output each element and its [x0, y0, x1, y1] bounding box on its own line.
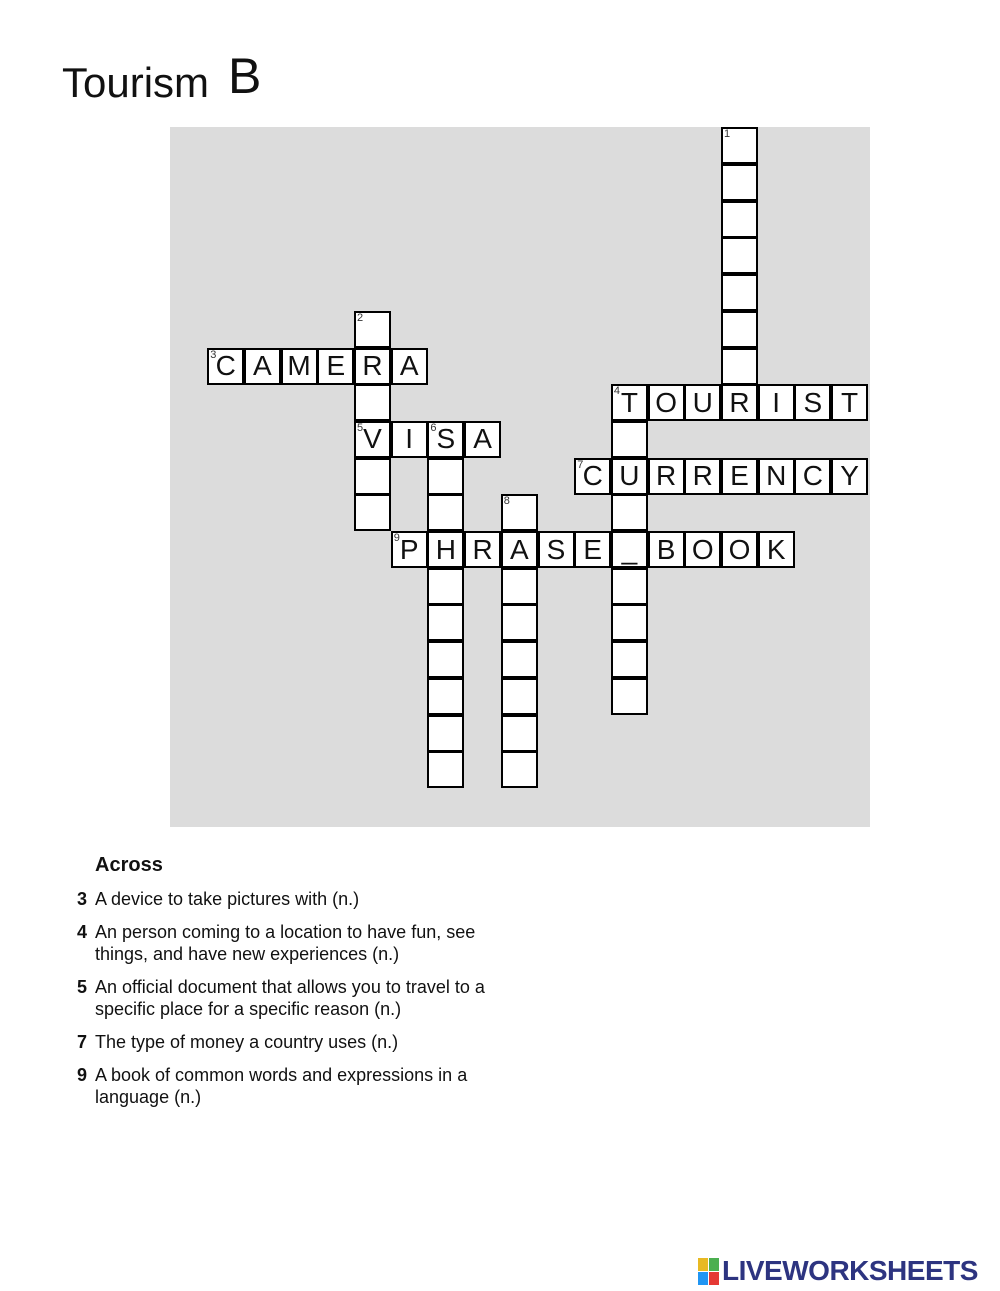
crossword-cell[interactable] [427, 531, 464, 568]
clues-heading: Across [95, 854, 163, 876]
crossword-cell[interactable] [427, 678, 464, 715]
crossword-cell[interactable] [501, 531, 538, 568]
crossword-cell[interactable] [354, 384, 391, 421]
clue-number: 5 [357, 421, 364, 434]
cell-letter: Y [840, 460, 859, 492]
crossword-cell[interactable] [427, 751, 464, 788]
crossword-cell[interactable] [427, 494, 464, 531]
clue-number: 7 [577, 458, 584, 471]
crossword-cell[interactable] [501, 641, 538, 678]
crossword-cell[interactable] [831, 458, 868, 495]
cell-letter: U [619, 460, 640, 492]
cell-letter: C [215, 350, 236, 381]
brand [698, 1255, 978, 1287]
crossword-cell[interactable] [721, 384, 758, 421]
cell-letter: A [253, 350, 272, 381]
cell-letter: P [399, 533, 419, 565]
clue-number: 4 [613, 385, 621, 398]
brand-logo-square [698, 1272, 708, 1285]
brand-logo-square [698, 1258, 708, 1271]
clue-item-text: An official document that allows you to travel to a specific place for a specific reason (n.) [95, 977, 485, 1019]
cell-letter: K [766, 533, 786, 565]
cell-letter: T [841, 386, 859, 418]
crossword-cell[interactable] [684, 458, 721, 495]
crossword-cell[interactable] [427, 568, 464, 605]
clue-item-text: A book of common words and expressions in a language (n.) [95, 1065, 468, 1107]
clue-number: 1 [724, 128, 731, 141]
clue-number: 6 [430, 421, 437, 434]
cell-letter: T [620, 386, 638, 418]
brand-logo-square [709, 1258, 719, 1271]
cell-letter: E [583, 533, 603, 565]
cell-letter: H [435, 533, 456, 565]
cell-letter: A [473, 423, 492, 455]
crossword-cell[interactable] [501, 494, 538, 531]
clue-item-text: An person coming to a location to have fun, see things, and have new experiences (n.) [95, 922, 476, 964]
crossword-cell[interactable] [574, 458, 611, 495]
crossword-cell[interactable] [611, 678, 648, 715]
crossword-cell[interactable] [501, 715, 538, 752]
cell-letter: E [326, 350, 346, 381]
crossword-cell[interactable] [721, 164, 758, 201]
clue-item [70, 921, 510, 965]
crossword-cell[interactable] [501, 604, 538, 641]
crossword-cell[interactable] [758, 531, 795, 568]
crossword-cell[interactable] [501, 678, 538, 715]
brand-logo-icon [698, 1258, 719, 1285]
cell-letter: M [287, 350, 311, 381]
clue-number: 2 [357, 311, 364, 324]
clue-item-number: 4 [76, 922, 87, 942]
clues-list [70, 854, 510, 1119]
crossword-cell[interactable] [207, 348, 244, 385]
cell-letter: S [803, 386, 823, 418]
crossword-cell[interactable] [354, 421, 391, 458]
crossword-cell[interactable] [611, 458, 648, 495]
cell-letter: I [405, 423, 414, 455]
crossword-cell[interactable] [684, 531, 721, 568]
clue-item-text: A device to take pictures with (n.) [95, 889, 360, 909]
crossword-cell[interactable] [427, 458, 464, 495]
cell-letter: I [772, 386, 781, 418]
cell-letter: A [509, 533, 529, 565]
crossword-cell[interactable] [611, 421, 648, 458]
clue-number: 9 [393, 532, 400, 544]
crossword-cell[interactable] [611, 604, 648, 641]
cell-letter: S [546, 533, 566, 565]
cell-letter: O [728, 533, 751, 565]
cell-letter: R [655, 460, 677, 492]
crossword-cell[interactable] [611, 641, 648, 678]
crossword-cell[interactable] [721, 311, 758, 348]
crossword-grid [170, 127, 870, 827]
crossword-cell[interactable] [721, 458, 758, 495]
crossword-cell[interactable] [648, 384, 685, 421]
crossword-cell[interactable] [244, 348, 281, 385]
cell-letter: V [363, 423, 382, 455]
crossword-cell[interactable] [391, 348, 428, 385]
crossword-cell[interactable] [794, 384, 831, 421]
page-title-letter: B [228, 48, 262, 104]
crossword-cell[interactable] [648, 531, 685, 568]
crossword-cell[interactable] [721, 201, 758, 238]
clue-item-text: The type of money a country uses (n.) [95, 1032, 399, 1052]
cell-letter: C [802, 460, 823, 492]
crossword-cell[interactable] [758, 458, 795, 495]
brand-logo-square [709, 1272, 719, 1285]
clue-item-number: 9 [76, 1065, 87, 1085]
crossword-cell[interactable] [427, 641, 464, 678]
crossword-cell[interactable] [427, 421, 464, 458]
crossword-cell[interactable] [611, 568, 648, 605]
cell-letter: _ [621, 533, 638, 565]
crossword-cell[interactable] [354, 458, 391, 495]
crossword-cell[interactable] [538, 531, 575, 568]
crossword-cell[interactable] [611, 531, 648, 568]
crossword-cell[interactable] [354, 311, 391, 348]
crossword-cell[interactable] [721, 348, 758, 385]
crossword-cell[interactable] [391, 531, 428, 568]
clue-item-number: 5 [76, 977, 87, 997]
cell-letter: R [362, 350, 383, 381]
crossword-cell[interactable] [427, 715, 464, 752]
brand-name: LIVEWORKSHEETS [722, 1255, 978, 1286]
crossword-cell[interactable] [391, 421, 428, 458]
crossword-cell[interactable] [501, 751, 538, 788]
crossword-cell[interactable] [831, 384, 868, 421]
crossword-cell[interactable] [611, 384, 648, 421]
crossword-cell[interactable] [794, 458, 831, 495]
cell-letter: C [582, 460, 603, 492]
cell-letter: R [729, 386, 750, 418]
clue-number: 8 [503, 495, 510, 508]
clue-item-number: 7 [76, 1032, 87, 1052]
crossword-cell[interactable] [501, 568, 538, 605]
clue-item-number: 3 [76, 889, 87, 909]
cell-letter: A [399, 350, 419, 381]
clue-item [70, 1031, 510, 1053]
crossword-cell[interactable] [721, 531, 758, 568]
clue-number: 3 [210, 348, 217, 361]
cell-letter: O [655, 386, 677, 418]
crossword-cell[interactable] [758, 384, 795, 421]
crossword-cell[interactable] [464, 421, 501, 458]
crossword-cell[interactable] [721, 237, 758, 274]
crossword-cell[interactable] [611, 494, 648, 531]
crossword-cell[interactable] [354, 348, 391, 385]
cell-letter: N [766, 460, 787, 492]
clue-item [70, 1064, 510, 1108]
clue-item [70, 976, 510, 1020]
crossword-cell[interactable] [464, 531, 501, 568]
cell-letter: R [472, 533, 493, 565]
crossword-cell[interactable] [574, 531, 611, 568]
crossword-cell[interactable] [317, 348, 354, 385]
crossword-cell[interactable] [684, 384, 721, 421]
clue-items [70, 888, 510, 1108]
cell-letter: O [691, 533, 714, 565]
cell-letter: U [692, 386, 713, 418]
cell-letter: R [692, 460, 713, 492]
cell-letter: B [656, 533, 676, 565]
crossword-cell[interactable] [427, 604, 464, 641]
clue-item [70, 888, 510, 910]
cell-letter: E [730, 460, 749, 492]
crossword-cell[interactable] [648, 458, 685, 495]
crossword-cell[interactable] [281, 348, 318, 385]
cell-letter: S [436, 423, 456, 455]
crossword-cell[interactable] [354, 494, 391, 531]
crossword-cell[interactable] [721, 127, 758, 164]
crossword-cell[interactable] [721, 274, 758, 311]
page-title: Tourism [62, 59, 210, 106]
